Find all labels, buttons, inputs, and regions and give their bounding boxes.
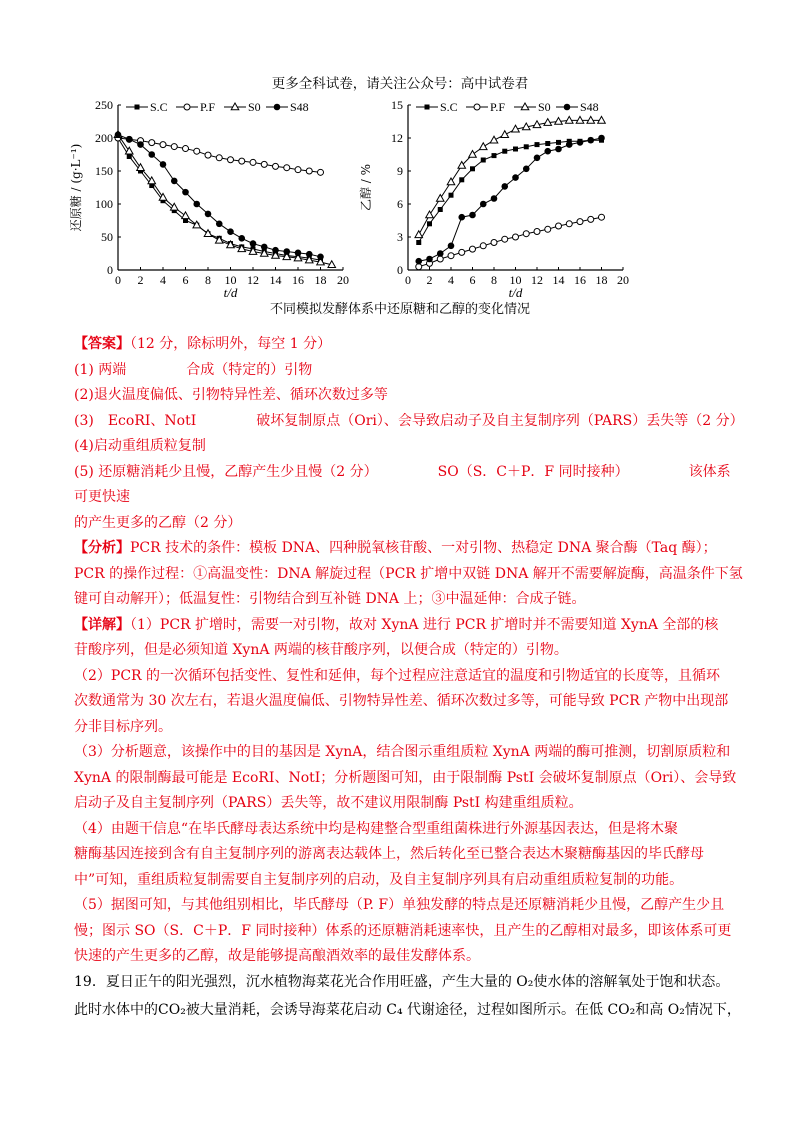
data-point [599,214,605,220]
data-point [205,152,211,158]
x-tick-label: 2 [137,273,144,287]
detail-5b: 慢；图示 SO（S．C＋P．F 同时接种）体系的还原糖消耗速率快，且产生的乙醇相对最多，即该体系可更 [74,922,732,939]
y-tick-label: 200 [95,131,113,145]
data-point [587,137,594,144]
answer-5-c: 该体系可更快速 [74,463,731,505]
data-point [416,264,422,270]
data-point [273,163,279,169]
x-tick-label: 6 [182,273,189,287]
y-tick-label: 6 [397,197,403,211]
detail-3c: 启动子及自主复制序列（PARS）丢失等，故不建议用限制酶 PstI 构建重组质粒。 [74,795,583,811]
detail-4b: 糖酶基因连接到含有自主复制序列的游离表达载体上，然后转化至已整合表达木聚糖酶基因的毕氏酵母 [74,846,704,862]
series-curve-S.C [419,140,602,242]
data-point [565,116,573,123]
detail-1a [74,613,744,639]
answer-label: 【答案】 [74,336,130,352]
detail-5a: （5）据图可知，与其他组别相比，毕氏酵母（P. F）单独发酵的特点是还原糖消耗少且慢，乙醇产生少且 [74,897,725,913]
data-point [577,139,584,146]
data-point [216,221,223,228]
answer-section [74,332,744,970]
analysis-2: PCR 的操作过程：①高温变性：DNA 解旋过程（PCR 扩增中双链 DNA 解开不需要解旋酶，高温条件下氢 [74,565,743,582]
data-point [115,131,122,138]
answer-5-a: (5) 还原糖消耗少且慢，乙醇产生少且慢（2 分） [74,463,378,480]
data-point [182,189,189,196]
x-tick-label: 20 [337,273,349,287]
data-point [523,231,529,237]
x-tick-label: 16 [292,273,304,287]
y-tick-label: 50 [101,230,113,244]
y-tick-label: 3 [397,230,403,244]
x-tick-label: 16 [574,273,586,287]
data-point [501,131,509,138]
data-point [449,193,454,198]
chart-panel-0 [68,98,349,297]
detail-2b: 次数通常为 30 次左右，若退火温度偏低、引物特异性差、循环次数过多等，可能导致 PCR 产物中出现部 [74,693,729,709]
x-tick-label: 20 [617,273,629,287]
legend-marker [474,104,480,110]
data-point [160,142,166,148]
legend-marker [184,104,190,110]
x-tick-label: 4 [448,273,454,287]
data-point [480,243,486,249]
data-point [238,235,245,242]
data-point [126,136,133,143]
data-point [127,154,132,159]
data-point [171,144,177,150]
data-point [415,258,422,265]
answer-3-a: (3) EcoRI、NotI [74,412,197,429]
data-point [479,143,487,150]
analysis-label: 【分析】 [74,540,130,556]
series-curve-P.F [419,217,602,267]
answer-1-b: 合成（特定的）引物 [186,361,313,378]
data-point [447,178,455,185]
data-point [512,174,519,181]
detail-3a: （3）分析题意，该操作中的目的基因是 XynA，结合图示重组质粒 XynA 两端的酶可推测，切割原质粒和 [74,744,731,760]
legend-marker [274,104,281,111]
detail-5c: 快速的产生更多的乙醇，故是能够提高酿酒效率的最佳发酵体系。 [74,948,480,964]
data-point [261,244,268,251]
data-point [306,251,313,258]
legend-label: S48 [290,100,309,114]
answer-1 [74,358,744,384]
x-axis-label: t/d [223,285,238,297]
y-axis-label: 乙醇 / % [359,163,373,212]
x-axis-label: t/d [508,285,523,297]
legend-label: S0 [248,100,261,114]
data-point [513,234,519,240]
data-point [545,141,550,146]
series-curve-S48 [419,138,602,261]
answer-1-a: (1) 两端 [74,361,127,378]
question-19 [74,968,744,1024]
answer-5-b: SO（S．C＋P．F 同时接种） [437,463,629,480]
charts-figure [60,92,640,297]
data-point [513,147,518,152]
data-point [283,248,290,255]
data-point [459,249,465,255]
legend-marker [521,103,529,110]
answer-2: (2)退火温度偏低、引物特异性差、循环次数过多等 [74,387,388,403]
x-tick-label: 18 [314,273,327,287]
data-point [204,230,212,237]
data-point [502,149,507,154]
data-point [556,223,562,229]
data-point [545,226,551,232]
answer-5 [74,460,744,511]
data-point [523,166,530,173]
data-point [205,211,212,218]
y-tick-label: 0 [107,263,113,277]
data-point [491,240,497,246]
data-point [598,135,605,142]
data-point [524,144,529,149]
legend-label: S0 [538,100,551,114]
y-tick-label: 100 [95,197,113,211]
legend-label: P.F [200,100,216,114]
data-point [502,236,508,242]
analysis-1-text: PCR 技术的条件：模板 DNA、四种脱氧核苷酸、一对引物、热稳定 DNA 聚合酶（Taq 酶）； [130,540,717,556]
legend-label: S.C [150,100,168,114]
data-point [470,166,475,171]
data-point [261,161,267,167]
data-point [306,168,312,174]
series-curve-S0 [419,120,602,234]
legend-label: P.F [490,100,506,114]
detail-1b: 苷酸序列，但是必须知道 XynA 两端的核苷酸序列，以便合成（特定的）引物。 [74,642,568,658]
data-point [556,140,561,145]
data-point [125,147,133,154]
data-point [272,247,279,254]
detail-2a: （2）PCR 的一次循环包括变性、复性和延伸，每个过程应注意适宜的温度和引物适宜的长度等，且循环 [74,667,721,684]
data-point [436,195,444,202]
x-tick-label: 14 [269,273,282,287]
data-point [295,250,302,257]
data-point [576,116,584,123]
question-line-1: 19．夏日正午的阳光强烈，沉水植物海菜花光合作用旺盛，产生大量的 O₂使水体的溶解氧处于饱和状态。 [74,974,730,990]
legend-label: S.C [440,100,458,114]
data-point [480,201,487,208]
data-point [459,177,464,182]
data-point [318,169,324,175]
data-point [239,158,245,164]
answer-note: （12 分，除标明外，每空 1 分） [130,336,332,352]
data-point [317,254,324,261]
legend-marker [231,103,239,110]
x-tick-label: 12 [247,273,259,287]
data-point [481,158,486,163]
x-tick-label: 10 [224,273,237,287]
detail-4a: （4）由题干信息“在毕氏酵母表达系统中均是构建整合型重组菌株进行外源基因表达，但是将木聚 [74,820,679,837]
analysis-1 [74,536,744,562]
data-point [426,256,433,263]
data-point [566,141,573,148]
legend-marker [425,105,430,110]
data-point [437,250,444,257]
data-point [577,219,583,225]
analysis-3: 键可自动解开）；低温复性：引物结合到互补链 DNA 上；③中温延伸：合成子链。 [74,591,586,607]
question-line-2: 此时水体中的CO₂被大量消耗，会诱导海菜花启动 C₄ 代谢途径，过程如图所示。在低 CO₂和高 O₂情况下， [74,1002,741,1018]
data-point [491,195,498,202]
data-point [427,221,432,226]
x-tick-label: 14 [552,273,565,287]
chart-caption: 不同模拟发酵体系中还原糖和乙醇的变化情况 [269,302,530,317]
y-tick-label: 12 [391,131,403,145]
y-axis-label: 还原糖 / (g·L⁻¹) [69,143,83,232]
legend-marker [564,104,571,111]
data-point [492,153,497,158]
x-tick-label: 4 [160,273,166,287]
answer-3 [74,409,744,435]
data-point [250,159,256,165]
x-tick-label: 8 [205,273,211,287]
data-point [416,240,421,245]
data-point [160,161,167,168]
data-point [228,157,234,163]
data-point [137,141,144,148]
data-point [469,151,477,158]
data-point [470,246,476,252]
data-point [501,183,508,190]
answer-5-cont: 的产生更多的乙醇（2 分） [74,514,242,531]
legend-marker [135,105,140,110]
x-tick-label: 0 [115,273,121,287]
y-tick-label: 150 [95,164,113,178]
detail-3b: XynA 的限制酶最可能是 EcoRI、NotI；分析题图可知，由于限制酶 PstI 会破坏复制原点（Ori）、会导致 [74,769,737,786]
data-point [534,155,541,162]
data-point [469,212,476,219]
data-point [415,231,423,238]
data-point [171,178,178,185]
data-point [534,229,540,235]
data-point [426,211,434,218]
data-point [587,116,595,123]
y-tick-label: 9 [397,164,403,178]
x-tick-label: 18 [595,273,608,287]
x-tick-label: 8 [491,273,497,287]
detail-4c: 中”可知，重组质粒复制需要自主复制序列的启动，及自主复制序列具有启动重组质粒复制的功能。 [74,871,684,888]
x-tick-label: 6 [469,273,476,287]
data-point [448,253,454,259]
data-point [182,212,190,219]
answer-heading [74,332,744,358]
data-point [193,201,200,208]
data-point [250,240,257,247]
data-point [437,256,443,262]
data-point [216,155,222,161]
detail-1a-text: （1）PCR 扩增时，需要一对引物，故对 XynA 进行 PCR 扩增时并不需要知道 XynA 全部的核 [130,616,719,633]
data-point [448,243,455,250]
chart-panel-1 [358,98,629,297]
y-tick-label: 250 [95,98,113,112]
data-point [284,165,290,171]
data-point [183,146,189,152]
answer-3-b: 破坏复制原点（Ori）、会导致启动子及自主复制序列（PARS）丢失等（2 分） [256,412,744,429]
x-tick-label: 0 [405,273,411,287]
y-tick-label: 15 [391,98,403,112]
page-header: 更多全科试卷，请关注公众号：高中试卷君 [271,76,529,92]
data-point [438,207,443,212]
data-point [490,136,498,143]
x-tick-label: 12 [531,273,543,287]
data-point [544,148,551,155]
data-point [194,148,200,154]
y-tick-label: 0 [397,263,403,277]
data-point [535,142,540,147]
detail-2c: 分非目标序列。 [74,718,172,735]
x-tick-label: 2 [426,273,433,287]
x-tick-label: 10 [509,273,522,287]
answer-4: (4)启动重组质粒复制 [74,438,206,454]
data-point [148,151,155,158]
detail-label: 【详解】 [74,616,130,633]
data-point [555,146,562,153]
data-point [588,216,594,222]
data-point [598,116,606,123]
data-point [295,167,301,173]
data-point [566,221,572,227]
legend-label: S48 [580,100,599,114]
data-point [227,228,234,235]
data-point [149,140,155,146]
data-point [458,214,465,221]
